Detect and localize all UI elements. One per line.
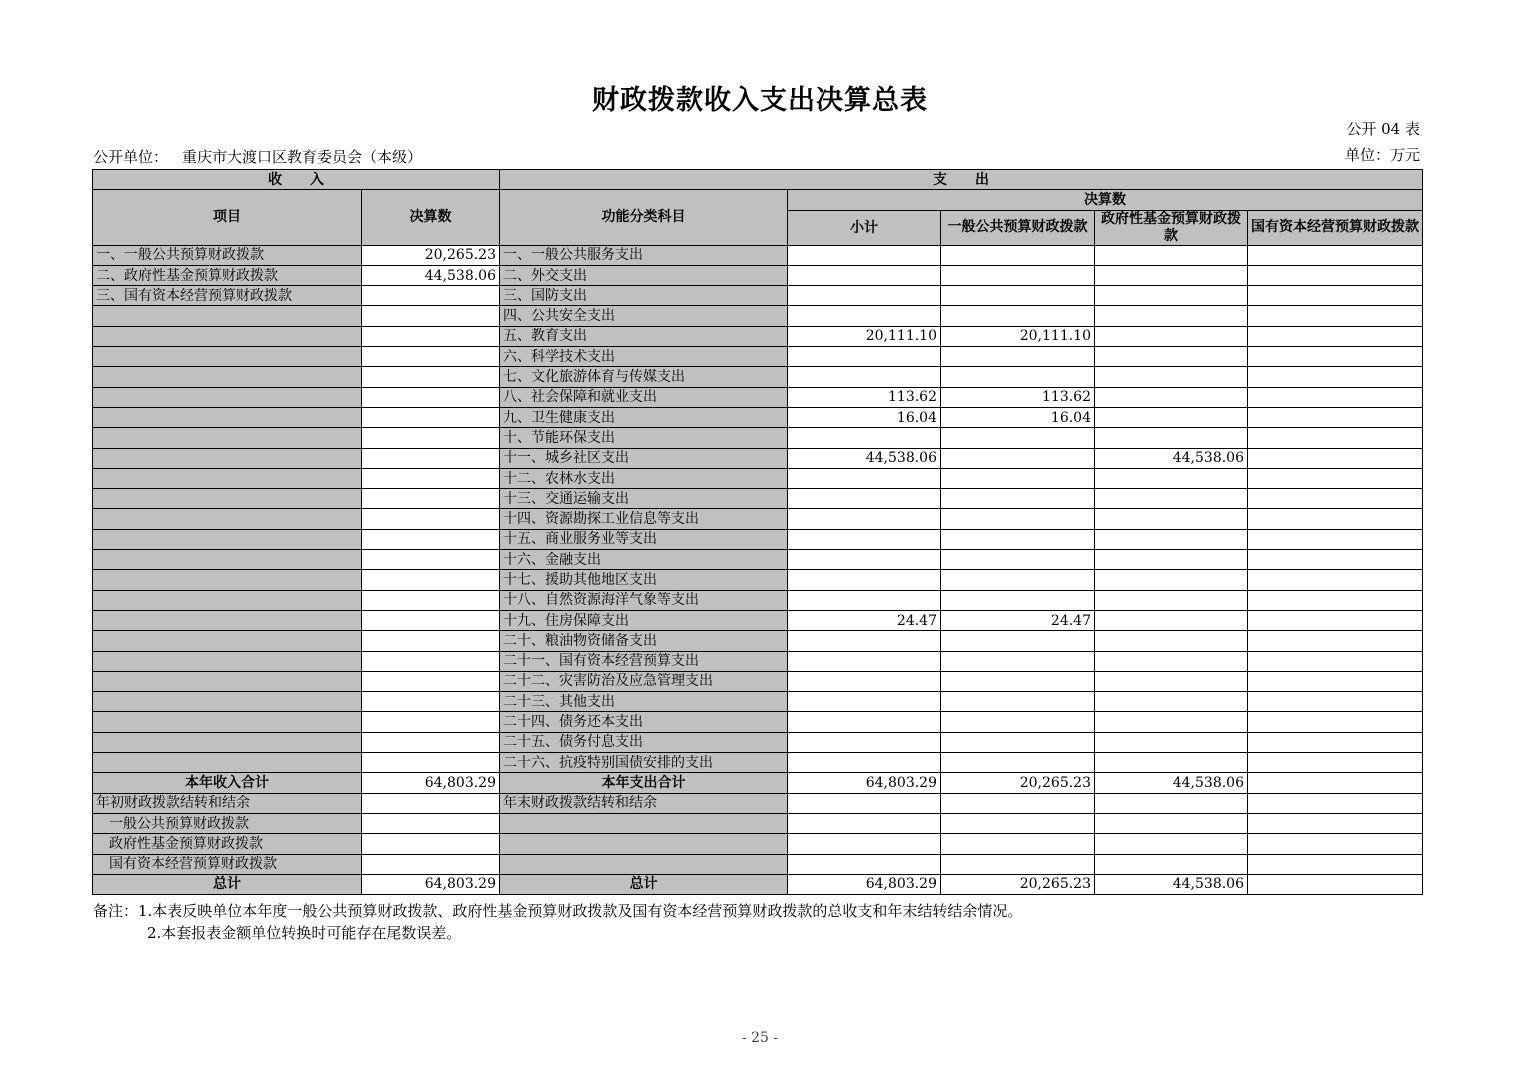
income-item-cell [93, 732, 362, 752]
income-item-cell [93, 326, 362, 346]
income-item-cell [93, 610, 362, 630]
table-row [93, 428, 1423, 448]
state-capital-cell [1248, 306, 1423, 326]
income-amount-cell [362, 407, 500, 427]
function-item-cell: 十二、农林水支出 [500, 468, 788, 488]
grand-total-income-label: 总计 [93, 874, 362, 894]
state-capital-cell [1248, 610, 1423, 630]
gov-fund-cell [1095, 732, 1248, 752]
page-number: - 25 - [741, 1030, 779, 1046]
subtotal-cell [788, 732, 941, 752]
income-item-cell [93, 468, 362, 488]
state-capital-cell [1248, 387, 1423, 407]
income-item-cell: 二、政府性基金预算财政拨款 [93, 265, 362, 285]
subtotal-cell [788, 550, 941, 570]
table-row [93, 651, 1423, 671]
function-item-cell: 二十一、国有资本经营预算支出 [500, 651, 788, 671]
general-budget-cell [941, 671, 1095, 691]
table-row [93, 489, 1423, 509]
income-amount-cell: 20,265.23 [362, 245, 500, 265]
carryover-sub-label: 一般公共预算财政拨款 [93, 813, 362, 833]
income-amount-cell [362, 550, 500, 570]
income-amount-cell [362, 529, 500, 549]
table-row [93, 265, 1423, 285]
subtotal-cell [788, 286, 941, 306]
gov-fund-cell [1095, 468, 1248, 488]
gov-fund-cell [1095, 387, 1248, 407]
fiscal-summary-table [92, 169, 1423, 895]
table-row [93, 550, 1423, 570]
carryover-sub-amount [362, 813, 500, 833]
state-capital-cell [1248, 489, 1423, 509]
table-row [93, 387, 1423, 407]
end-carryover-value [1095, 793, 1248, 813]
subtotal-cell [788, 570, 941, 590]
gov-fund-cell [1095, 651, 1248, 671]
expense-total-general: 20,265.23 [941, 773, 1095, 793]
function-item-cell: 六、科学技术支出 [500, 347, 788, 367]
general-budget-cell: 16.04 [941, 407, 1095, 427]
general-budget-cell [941, 428, 1095, 448]
function-item-cell: 二、外交支出 [500, 265, 788, 285]
gov-fund-cell [1095, 509, 1248, 529]
income-item-cell [93, 590, 362, 610]
header-row-1 [93, 170, 1423, 190]
expense-total-label: 本年支出合计 [500, 773, 788, 793]
gov-fund-cell [1095, 428, 1248, 448]
income-header: 收 入 [93, 170, 500, 190]
general-budget-cell [941, 306, 1095, 326]
table-row [93, 610, 1423, 630]
state-capital-cell [1248, 448, 1423, 468]
carryover-sub-value [1095, 854, 1248, 874]
note-2: 2.本套报表金额单位转换时可能存在尾数误差。 [147, 924, 462, 942]
general-budget-cell: 20,111.10 [941, 326, 1095, 346]
subtotal-cell [788, 509, 941, 529]
state-capital-cell [1248, 347, 1423, 367]
table-row [93, 245, 1423, 265]
function-item-cell: 二十五、债务付息支出 [500, 732, 788, 752]
income-item-cell [93, 753, 362, 773]
table-row [93, 753, 1423, 773]
function-item-cell: 二十三、其他支出 [500, 692, 788, 712]
subtotal-cell [788, 631, 941, 651]
begin-carryover-amount [362, 793, 500, 813]
function-item-cell: 二十二、灾害防治及应急管理支出 [500, 671, 788, 691]
carryover-sub-value [1095, 834, 1248, 854]
carryover-sub-amount [362, 854, 500, 874]
subtotal-cell [788, 367, 941, 387]
table-row [93, 286, 1423, 306]
gov-fund-cell [1095, 306, 1248, 326]
gov-fund-cell [1095, 367, 1248, 387]
function-item-cell: 八、社会保障和就业支出 [500, 387, 788, 407]
carry-over-row [93, 793, 1423, 813]
table-row [93, 367, 1423, 387]
function-item-cell: 十四、资源勘探工业信息等支出 [500, 509, 788, 529]
table-row [93, 306, 1423, 326]
subtotal-cell [788, 245, 941, 265]
state-capital-cell [1248, 692, 1423, 712]
carryover-sub-value [788, 834, 941, 854]
grand-total-row [93, 874, 1423, 894]
table-row [93, 326, 1423, 346]
subtotal-cell [788, 651, 941, 671]
income-amount-cell [362, 610, 500, 630]
subtotal-cell [788, 347, 941, 367]
income-item-cell [93, 347, 362, 367]
income-amount-cell [362, 286, 500, 306]
subtotal-cell [788, 671, 941, 691]
function-item-cell: 二十四、债务还本支出 [500, 712, 788, 732]
table-row [93, 732, 1423, 752]
subtotal-cell [788, 489, 941, 509]
income-amount-cell [362, 570, 500, 590]
grand-total-state [1248, 874, 1423, 894]
gov-fund-cell [1095, 610, 1248, 630]
end-carryover-value [1248, 793, 1423, 813]
subtotal-cell [788, 590, 941, 610]
state-capital-cell [1248, 529, 1423, 549]
function-item-cell: 一、一般公共服务支出 [500, 245, 788, 265]
function-item-cell: 五、教育支出 [500, 326, 788, 346]
subtotal-cell [788, 712, 941, 732]
general-budget-cell: 113.62 [941, 387, 1095, 407]
expense-total-subtotal: 64,803.29 [788, 773, 941, 793]
gov-fund-cell [1095, 489, 1248, 509]
table-row [93, 448, 1423, 468]
annual-total-row [93, 773, 1423, 793]
function-item-cell: 三、国防支出 [500, 286, 788, 306]
general-budget-cell [941, 367, 1095, 387]
carryover-sub-value [941, 813, 1095, 833]
carryover-sub-value [1248, 854, 1423, 874]
subtotal-cell: 20,111.10 [788, 326, 941, 346]
income-amount-cell [362, 387, 500, 407]
state-capital-cell [1248, 550, 1423, 570]
gov-fund-cell [1095, 286, 1248, 306]
state-capital-cell [1248, 468, 1423, 488]
function-item-cell: 四、公共安全支出 [500, 306, 788, 326]
carryover-blank-cell [500, 854, 788, 874]
item-header: 项目 [93, 190, 362, 245]
gov-fund-cell [1095, 529, 1248, 549]
state-capital-cell [1248, 428, 1423, 448]
gov-fund-cell [1095, 712, 1248, 732]
general-budget-cell [941, 448, 1095, 468]
general-budget-cell [941, 468, 1095, 488]
table-row [93, 407, 1423, 427]
carry-sub-row [93, 854, 1423, 874]
income-amount-cell [362, 671, 500, 691]
carryover-sub-value [941, 834, 1095, 854]
income-item-cell [93, 631, 362, 651]
money-unit: 单位：万元 [1344, 146, 1420, 164]
grand-total-subtotal: 64,803.29 [788, 874, 941, 894]
state-capital-cell [1248, 265, 1423, 285]
income-amount-cell [362, 428, 500, 448]
carryover-sub-label: 政府性基金预算财政拨款 [93, 834, 362, 854]
header-row-2 [93, 190, 1423, 210]
gov-fund-cell [1095, 347, 1248, 367]
gov-fund-cell [1095, 245, 1248, 265]
carryover-sub-value [1095, 813, 1248, 833]
subtotal-cell [788, 692, 941, 712]
note-1: 备注：1.本表反映单位本年度一般公共预算财政拨款、政府性基金预算财政拨款及国有资本经营预算财政拨款的总收支和年末结转结余情况。 [93, 902, 1023, 920]
end-carryover-value [788, 793, 941, 813]
state-capital-cell [1248, 367, 1423, 387]
carryover-sub-value [1248, 813, 1423, 833]
expense-total-fund: 44,538.06 [1095, 773, 1248, 793]
state-capital-cell [1248, 509, 1423, 529]
general-budget-cell [941, 347, 1095, 367]
income-amount-cell: 44,538.06 [362, 265, 500, 285]
general-budget-cell [941, 529, 1095, 549]
table-row [93, 590, 1423, 610]
subtotal-cell [788, 306, 941, 326]
general-budget-cell [941, 570, 1095, 590]
general-budget-cell [941, 753, 1095, 773]
income-amount-cell [362, 732, 500, 752]
general-budget-cell [941, 651, 1095, 671]
income-item-cell [93, 306, 362, 326]
gov-fund-cell [1095, 407, 1248, 427]
table-row [93, 631, 1423, 651]
income-amount-cell [362, 306, 500, 326]
carryover-sub-value [788, 854, 941, 874]
organization-name: 重庆市大渡口区教育委员会（本级） [182, 148, 423, 166]
gov-fund-cell [1095, 570, 1248, 590]
carryover-sub-value [941, 854, 1095, 874]
table-row [93, 671, 1423, 691]
income-item-cell [93, 367, 362, 387]
carryover-sub-label: 国有资本经营预算财政拨款 [93, 854, 362, 874]
table-row [93, 712, 1423, 732]
carryover-sub-amount [362, 834, 500, 854]
state-capital-cell [1248, 712, 1423, 732]
state-capital-header: 国有资本经营预算财政拨款 [1248, 210, 1423, 245]
gov-fund-cell [1095, 671, 1248, 691]
gov-fund-cell [1095, 265, 1248, 285]
state-capital-cell [1248, 631, 1423, 651]
reporting-unit-line [93, 146, 422, 167]
table-row [93, 509, 1423, 529]
subtotal-cell: 44,538.06 [788, 448, 941, 468]
income-amount-cell [362, 489, 500, 509]
function-item-cell: 十三、交通运输支出 [500, 489, 788, 509]
income-amount-cell [362, 692, 500, 712]
income-amount-cell [362, 753, 500, 773]
income-item-cell [93, 651, 362, 671]
function-item-cell: 二十、粮油物资储备支出 [500, 631, 788, 651]
general-budget-cell [941, 509, 1095, 529]
table-row [93, 692, 1423, 712]
general-budget-cell [941, 286, 1095, 306]
function-item-cell: 十五、商业服务业等支出 [500, 529, 788, 549]
income-total-label: 本年收入合计 [93, 773, 362, 793]
state-capital-cell [1248, 671, 1423, 691]
gov-fund-header: 政府性基金预算财政拨款 [1095, 210, 1248, 245]
income-item-cell [93, 671, 362, 691]
unit-label: 公开单位： [93, 148, 169, 166]
table-row [93, 347, 1423, 367]
general-budget-cell [941, 712, 1095, 732]
state-capital-cell [1248, 326, 1423, 346]
state-capital-cell [1248, 286, 1423, 306]
general-budget-cell: 24.47 [941, 610, 1095, 630]
income-item-cell [93, 529, 362, 549]
function-item-cell: 十、节能环保支出 [500, 428, 788, 448]
income-amount-cell [362, 631, 500, 651]
general-budget-cell [941, 692, 1095, 712]
table-row [93, 570, 1423, 590]
expense-header: 支 出 [500, 170, 1423, 190]
state-capital-cell [1248, 590, 1423, 610]
carry-sub-row [93, 813, 1423, 833]
function-item-cell: 十七、援助其他地区支出 [500, 570, 788, 590]
grand-total-fund: 44,538.06 [1095, 874, 1248, 894]
expense-total-state [1248, 773, 1423, 793]
income-item-cell [93, 448, 362, 468]
state-capital-cell [1248, 753, 1423, 773]
state-capital-cell [1248, 651, 1423, 671]
carryover-sub-value [1248, 834, 1423, 854]
gov-fund-cell [1095, 550, 1248, 570]
general-budget-cell [941, 245, 1095, 265]
subtotal-cell [788, 428, 941, 448]
carry-sub-row [93, 834, 1423, 854]
income-item-cell [93, 570, 362, 590]
carryover-blank-cell [500, 813, 788, 833]
general-budget-cell [941, 550, 1095, 570]
income-amount-cell [362, 509, 500, 529]
subtotal-cell [788, 753, 941, 773]
income-item-cell: 一、一般公共预算财政拨款 [93, 245, 362, 265]
grand-total-income-amount: 64,803.29 [362, 874, 500, 894]
subtotal-cell [788, 265, 941, 285]
grand-total-general: 20,265.23 [941, 874, 1095, 894]
table-row [93, 529, 1423, 549]
gov-fund-cell [1095, 631, 1248, 651]
income-amount-cell [362, 347, 500, 367]
amount-header: 决算数 [362, 190, 500, 245]
general-budget-header: 一般公共预算财政拨款 [941, 210, 1095, 245]
subtotal-cell: 113.62 [788, 387, 941, 407]
function-header: 功能分类科目 [500, 190, 788, 245]
income-item-cell [93, 550, 362, 570]
state-capital-cell [1248, 407, 1423, 427]
function-item-cell: 二十六、抗疫特别国债安排的支出 [500, 753, 788, 773]
begin-carryover-label: 年初财政拨款结转和结余 [93, 793, 362, 813]
income-item-cell [93, 387, 362, 407]
function-item-cell: 十八、自然资源海洋气象等支出 [500, 590, 788, 610]
gov-fund-cell [1095, 326, 1248, 346]
gov-fund-cell [1095, 753, 1248, 773]
income-amount-cell [362, 468, 500, 488]
state-capital-cell [1248, 570, 1423, 590]
income-amount-cell [362, 448, 500, 468]
state-capital-cell [1248, 245, 1423, 265]
income-amount-cell [362, 651, 500, 671]
grand-total-expense-label: 总计 [500, 874, 788, 894]
end-carryover-value [941, 793, 1095, 813]
gov-fund-cell [1095, 692, 1248, 712]
carryover-sub-value [788, 813, 941, 833]
income-item-cell [93, 509, 362, 529]
function-item-cell: 十一、城乡社区支出 [500, 448, 788, 468]
notes [93, 900, 1022, 944]
income-amount-cell [362, 590, 500, 610]
function-item-cell: 七、文化旅游体育与传媒支出 [500, 367, 788, 387]
end-carryover-label: 年末财政拨款结转和结余 [500, 793, 788, 813]
income-amount-cell [362, 367, 500, 387]
income-item-cell [93, 407, 362, 427]
income-item-cell [93, 712, 362, 732]
subtotal-header: 小计 [788, 210, 941, 245]
general-budget-cell [941, 489, 1095, 509]
income-total-amount: 64,803.29 [362, 773, 500, 793]
general-budget-cell [941, 732, 1095, 752]
function-item-cell: 十九、住房保障支出 [500, 610, 788, 630]
gov-fund-cell: 44,538.06 [1095, 448, 1248, 468]
general-budget-cell [941, 590, 1095, 610]
state-capital-cell [1248, 732, 1423, 752]
income-item-cell [93, 489, 362, 509]
income-item-cell [93, 692, 362, 712]
table-row [93, 468, 1423, 488]
carryover-blank-cell [500, 834, 788, 854]
subtotal-cell [788, 468, 941, 488]
subtotal-cell: 24.47 [788, 610, 941, 630]
income-amount-cell [362, 712, 500, 732]
income-item-cell: 三、国有资本经营预算财政拨款 [93, 286, 362, 306]
function-item-cell: 九、卫生健康支出 [500, 407, 788, 427]
general-budget-cell [941, 631, 1095, 651]
subtotal-cell [788, 529, 941, 549]
income-amount-cell [362, 326, 500, 346]
income-item-cell [93, 428, 362, 448]
final-header: 决算数 [788, 190, 1423, 210]
function-item-cell: 十六、金融支出 [500, 550, 788, 570]
page-title: 财政拨款收入支出决算总表 [592, 85, 928, 116]
form-number: 公开 04 表 [1346, 120, 1420, 138]
general-budget-cell [941, 265, 1095, 285]
subtotal-cell: 16.04 [788, 407, 941, 427]
gov-fund-cell [1095, 590, 1248, 610]
